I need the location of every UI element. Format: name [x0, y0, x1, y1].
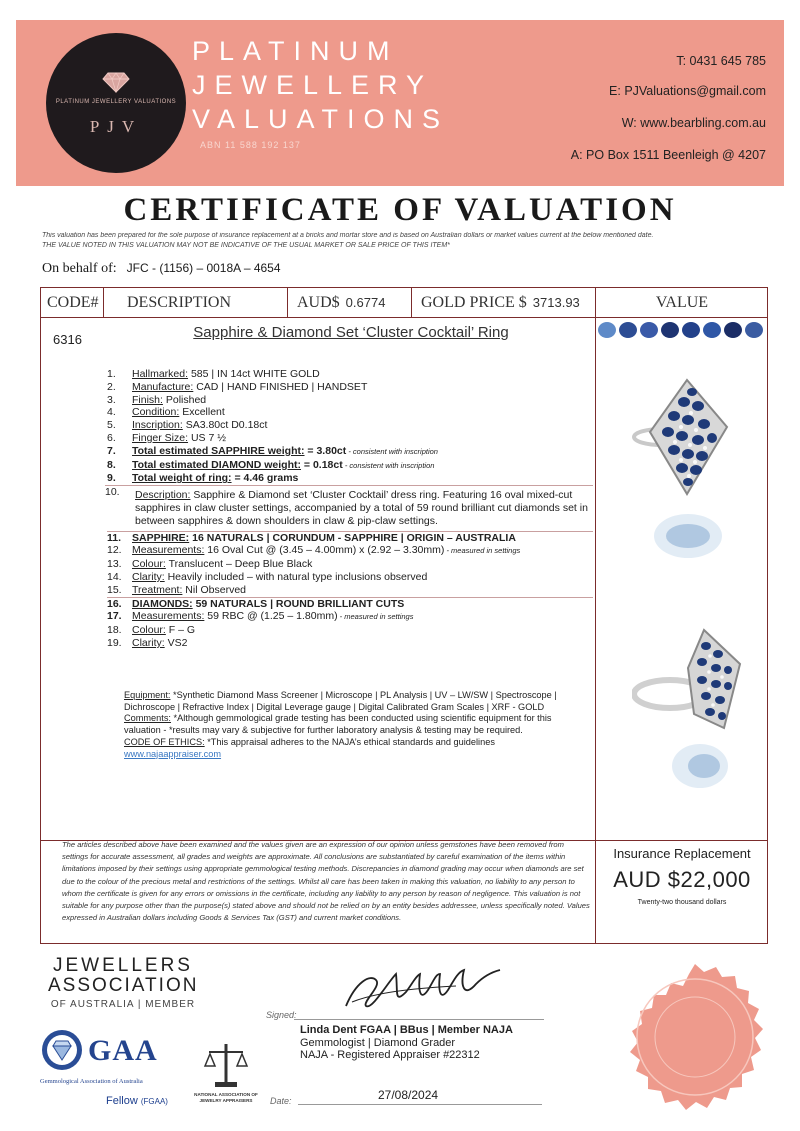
- date-label: Date:: [270, 1096, 292, 1106]
- signer-name: Linda Dent FGAA | BBus | Member NAJA: [300, 1024, 513, 1036]
- contact-email: E: PJValuations@gmail.com: [609, 84, 766, 98]
- on-behalf-of: [42, 261, 281, 277]
- list-item: 15. Treatment: Nil Observed: [107, 583, 246, 596]
- list-item: 13. Colour: Translucent – Deep Blue Black: [107, 558, 313, 571]
- gaa-logo: [40, 1028, 158, 1085]
- list-item: 14. Clarity: Heavily included – with natural type inclusions observed: [107, 570, 428, 583]
- divider: [411, 288, 412, 318]
- scales-of-justice-icon: [201, 1040, 251, 1090]
- divider: [595, 840, 767, 841]
- aud-value: 0.6774: [345, 295, 386, 310]
- signature-image: [336, 962, 506, 1016]
- on-behalf-label: On behalf of:: [42, 261, 117, 276]
- list-item: 3. Finish: Polished: [107, 393, 207, 406]
- ring-side-reflection-image: [660, 736, 740, 796]
- swatch: [703, 322, 721, 338]
- insurance-value-box: [596, 842, 768, 906]
- equipment-line: Equipment: *Synthetic Diamond Mass Screener | Microscope | PL Analysis | UV – LW/SW | Spectroscope | Dichroscope | Refractive Index | Digital Leverage gauge | Digital Calibrated Gram Scales | XRF - GOLD: [124, 690, 557, 712]
- disclaimer-line-1: This valuation has been prepared for the sole purpose of insurance replacement at a bricks and mortar store and is based on Australian dollars or market values current at the below mentioned date.: [42, 232, 654, 239]
- swatch: [640, 322, 658, 338]
- item-details: [107, 368, 593, 650]
- sapphire-colour-swatches: [596, 322, 768, 344]
- brand-line-1: PLATINUM: [192, 36, 399, 66]
- description-header: DESCRIPTION: [127, 294, 232, 311]
- naja-logo: [186, 1040, 266, 1103]
- diamond-icon: [102, 71, 130, 93]
- list-item: 19. Clarity: VS2: [107, 636, 188, 649]
- divider: [103, 288, 104, 318]
- list-item: 12. Measurements: 16 Oval Cut @ (3.45 – 4.00mm) x (2.92 – 3.30mm) - measured in settings: [107, 544, 521, 557]
- insurance-amount: AUD $22,000: [613, 867, 751, 892]
- gold-label: GOLD PRICE $: [421, 294, 527, 311]
- ethics-line: CODE OF ETHICS: *This appraisal adheres to the NAJA’s ethical standards and guidelines: [124, 736, 495, 747]
- abn-number: ABN 11 588 192 137: [200, 140, 301, 150]
- brand-line-3: VALUATIONS: [192, 104, 450, 134]
- ja-line-2: ASSOCIATION: [48, 975, 199, 996]
- aud-label: AUD$: [297, 294, 340, 311]
- item-code: 6316: [53, 332, 82, 347]
- gaa-text: GAA: [88, 1034, 158, 1067]
- valuation-date: 27/08/2024: [378, 1088, 439, 1102]
- gaa-emblem-icon: [40, 1028, 84, 1072]
- date-line: [298, 1104, 542, 1105]
- ring-top-view-image: [622, 372, 752, 502]
- aud-rate: [297, 288, 385, 317]
- terms-fine-print: The articles described above have been examined and the values given are an expression of our opinion unless gemstones have been removed from settings for accurate assessment, all grades and weights are approximate. All conclusions are substantiated by careful examination of the items within limitations imposed by their settings using appropriate gemmological testing methods. Discrepancies in diamond grading may occur when diamonds are set due to the colour of the precious metal and restrictions of the settings. Whilst all care has been taken in making this valuation, no liability to any person to whom the certificate is given for any errors or omissions in the certificate, including any liability to any person by reason of negligence. This valuation is not suitable for any purpose other than the purpose(s) stated above and should not be relied on by an entity besides addressee, unless specifically noted. Values expressed in Australian dollars including Goods & Services Tax (GST) and current market conditions.: [62, 840, 590, 923]
- insurance-title: Insurance Replacement: [613, 846, 751, 861]
- ring-side-view-image: [632, 624, 752, 734]
- list-item: 2. Manufacture: CAD | HAND FINISHED | HANDSET: [107, 380, 368, 393]
- fellow-label: Fellow (FGAA): [106, 1095, 168, 1107]
- contact-address: A: PO Box 1511 Beenleigh @ 4207: [570, 148, 766, 162]
- list-item: 4. Condition: Excellent: [107, 406, 225, 419]
- list-item: 5. Inscription: SA3.80ct D0.18ct: [107, 419, 268, 432]
- logo-initials: PJV: [89, 117, 143, 136]
- company-logo: [46, 33, 186, 173]
- code-header: CODE#: [47, 294, 99, 311]
- brand-line-2: JEWELLERY: [192, 70, 434, 100]
- contact-phone: T: 0431 645 785: [676, 54, 766, 68]
- list-item: 9. Total weight of ring: = 4.46 grams: [107, 472, 299, 485]
- insurance-amount-words: Twenty-two thousand dollars: [637, 899, 727, 906]
- certificate-title: CERTIFICATE OF VALUATION: [123, 192, 677, 228]
- gold-price: [421, 288, 580, 317]
- disclaimer-line-2: THE VALUE NOTED IN THIS VALUATION MAY NOT BE INDICATIVE OF THE USUAL MARKET OR SALE PRICE OF THIS ITEM*: [42, 242, 450, 249]
- signature-line: [294, 1019, 544, 1020]
- jewellers-association-logo: [48, 955, 198, 1010]
- list-item: 6. Finger Size: US 7 ½: [107, 431, 226, 444]
- swatch: [682, 322, 700, 338]
- contact-website: W: www.bearbling.com.au: [621, 116, 766, 130]
- list-item: 17. Measurements: 59 RBC @ (1.25 – 1.80mm) - measured in settings: [107, 610, 414, 623]
- swatch: [724, 322, 742, 338]
- table-header-row: [41, 288, 767, 318]
- ring-reflection-image: [636, 506, 740, 566]
- gold-value: 3713.93: [532, 295, 580, 310]
- value-header: VALUE: [655, 294, 709, 311]
- signer-details: [300, 1024, 513, 1062]
- list-item: 1. Hallmarked: 585 | IN 14ct WHITE GOLD: [107, 368, 320, 380]
- list-item: 8. Total estimated DIAMOND weight: = 0.18ct - consistent with inscription: [107, 458, 435, 471]
- naja-text: NATIONAL ASSOCIATION OF JEWELRY APPRAISERS: [194, 1092, 258, 1103]
- embossed-seal-icon: [606, 948, 784, 1126]
- item-title: Sapphire & Diamond Set ‘Cluster Cocktail’ Ring: [193, 324, 509, 341]
- signed-label: Signed:: [266, 1010, 297, 1020]
- list-item: 18. Colour: F – G: [107, 624, 196, 637]
- signer-registration: NAJA - Registered Appraiser #22312: [300, 1049, 480, 1061]
- reference-number: JFC - (1156) – 0018A – 4654: [126, 261, 281, 275]
- equipment-notes: [124, 690, 574, 760]
- list-item: 11. SAPPHIRE: 16 NATURALS | CORUNDUM - SAPPHIRE | ORIGIN – AUSTRALIA: [107, 531, 516, 544]
- signer-role: Gemmologist | Diamond Grader: [300, 1036, 456, 1049]
- letterhead: [16, 20, 784, 186]
- swatch: [661, 322, 679, 338]
- list-item: 7. Total estimated SAPPHIRE weight: = 3.80ct - consistent with inscription: [107, 444, 438, 457]
- gaa-subtitle: Gemmological Association of Australia: [40, 1078, 143, 1085]
- swatch: [745, 322, 763, 338]
- swatch: [619, 322, 637, 338]
- description-paragraph: 10. Description: Sapphire & Diamond set ‘Cluster Cocktail’ dress ring. Featuring 16 oval mixed-cut sapphires in claw cluster settings, accompanied by a total of 59 round brilliant cut diamonds set in between sapphires & down shoulders in claw & pip-claw settings.: [105, 485, 593, 530]
- comments-line: Comments: *Although gemmological grade testing has been conducted using scientific equipment for this valuation - *results may vary & subjective for further laboratory analysis & testing may be required.: [124, 713, 552, 736]
- logo-ring-text: PLATINUM JEWELLERY VALUATIONS: [55, 99, 177, 105]
- ja-line-3: OF AUSTRALIA | MEMBER: [50, 999, 196, 1010]
- list-item: 16. DIAMONDS: 59 NATURALS | ROUND BRILLIANT CUTS: [107, 597, 405, 610]
- naja-link[interactable]: www.najaappraiser.com: [124, 748, 222, 759]
- swatch: [598, 322, 616, 338]
- ja-line-1: JEWELLERS: [53, 955, 193, 976]
- divider: [287, 288, 288, 318]
